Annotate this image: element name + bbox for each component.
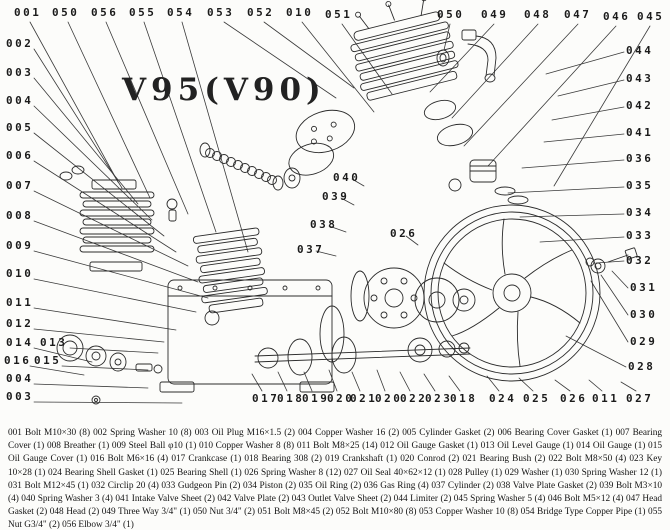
callout-050: 050 <box>437 8 465 21</box>
callout-054: 054 <box>167 6 195 19</box>
callout-043: 043 <box>626 72 654 85</box>
callout-006: 006 <box>6 149 34 162</box>
callout-013: 013 <box>40 336 68 349</box>
callout-026: 026 <box>560 392 588 405</box>
callout-052: 052 <box>247 6 275 19</box>
callout-008: 008 <box>6 209 34 222</box>
callout-039: 039 <box>322 190 350 203</box>
callout-028: 028 <box>628 360 656 373</box>
callout-020: 020 <box>327 392 355 405</box>
callout-001: 001 <box>14 6 42 19</box>
callout-023: 023 <box>425 392 453 405</box>
callout-011: 011 <box>592 392 620 405</box>
callout-026: 026 <box>390 227 418 240</box>
callout-030: 030 <box>630 308 658 321</box>
bearing-cover-group <box>351 268 475 328</box>
callout-034: 034 <box>626 206 654 219</box>
callout-009: 009 <box>6 239 34 252</box>
parts-list: 001 Bolt M10×30 (8) 002 Spring Washer 10 (8) 003 Oil Plug M16×1.5 (2) 004 Copper Washer 16 (2) 005 Cylinder Gasket (2) 006 Bearing Cover Gasket (1) 007 Bearing Cover (1) 008 Breather (1) 009 Steel Ball φ10 (1) 010 Copper Washer 8 (8) 011 Bolt M8×25 (14) 012 Oil Gauge Gasket (1) 013 Oil Level Gauge (1) 014 Oil Gauge (1) 015 Oil Gauge Cover (1) 016 Bolt M6×16 (4) 017 Crankcase (1) 018 Bearing 308 (2) 019 Crankshaft (1) 020 Conrod (2) 021 Bearing Bush (2) 022 Bolt M8×50 (4) 023 Key 10×28 (1) 024 Bearing Shell Gasket (1) 025 Bearing Shell (1) 026 Spring Washer 8 (12) 027 Oil Seal 40×62×12 (1) 028 Pulley (1) 029 Washer (1) 030 Spring Washer 12 (1) 031 Bolt M12×45 (1) 032 Circlip 20 (4) 033 Gudgeon Pin (2) 034 Piston (2) 035 Oil Ring (2) 036 Gas Ring (4) 037 Cylinder (2) 038 Valve Plate Gasket (2) 039 Bolt M3×10 (4) 040 Spring Washer 3 (4) 041 Intake Valve Sheet (2) 042 Valve Plate (2) 043 Outlet Valve Sheet (2) 044 Limiter (2) 045 Spring Washer 5 (4) 046 Bolt M5×12 (4) 047 Head Gasket (2) 048 Head (2) 049 Three Way 3/4" (1) 050 Nut 3/4" (2) 051 Bolt M8×45 (2) 052 Bolt M10×80 (8) 053 Copper Washer 10 (8) 054 Bridge Type Copper Pipe (1) 055 Nut G3/4" (2) 056 Elbow 3/4" (1) <box>8 428 662 530</box>
callout-011: 011 <box>6 296 34 309</box>
callout-020: 020 <box>375 392 403 405</box>
callout-018: 018 <box>450 392 478 405</box>
callout-003: 003 <box>6 390 34 403</box>
model-title: V95(V90) <box>122 72 326 108</box>
callout-035: 035 <box>626 179 654 192</box>
callout-037: 037 <box>297 243 325 256</box>
callout-002: 002 <box>6 37 34 50</box>
callout-038: 038 <box>310 218 338 231</box>
copper-washers <box>60 166 84 180</box>
callout-040: 040 <box>333 171 361 184</box>
callout-003: 003 <box>6 66 34 79</box>
center-cylinder <box>193 228 269 314</box>
oil-gauge-parts <box>57 335 162 404</box>
callout-041: 041 <box>626 126 654 139</box>
callout-022: 022 <box>400 392 428 405</box>
callout-004: 004 <box>6 372 34 385</box>
callout-056: 056 <box>91 6 119 19</box>
callout-024: 024 <box>489 392 517 405</box>
callout-033: 033 <box>626 229 654 242</box>
callout-021: 021 <box>350 392 378 405</box>
callout-046: 046 <box>603 10 631 23</box>
pipe-fittings <box>422 30 496 149</box>
valve-plate <box>276 103 365 180</box>
callout-010: 010 <box>286 6 314 19</box>
callout-014: 014 <box>6 336 34 349</box>
callout-049: 049 <box>481 8 509 21</box>
callout-007: 007 <box>6 179 34 192</box>
callout-031: 031 <box>630 281 658 294</box>
callout-044: 044 <box>626 44 654 57</box>
callout-025: 025 <box>523 392 551 405</box>
callout-019: 019 <box>302 392 330 405</box>
crankcase <box>160 280 344 392</box>
callout-042: 042 <box>626 99 654 112</box>
callout-045: 045 <box>637 10 665 23</box>
callout-047: 047 <box>564 8 592 21</box>
callout-017: 017 <box>252 392 280 405</box>
callout-005: 005 <box>6 121 34 134</box>
callout-053: 053 <box>207 6 235 19</box>
bridge-copper-pipe <box>200 143 300 190</box>
piston <box>449 160 528 204</box>
callout-015: 015 <box>34 354 62 367</box>
callout-051: 051 <box>325 8 353 21</box>
callout-029: 029 <box>630 335 658 348</box>
callout-016: 016 <box>4 354 32 367</box>
callout-050: 050 <box>52 6 80 19</box>
callout-004: 004 <box>6 94 34 107</box>
callout-012: 012 <box>6 317 34 330</box>
callout-010: 010 <box>6 267 34 280</box>
breather <box>167 199 177 221</box>
callout-032: 032 <box>626 254 654 267</box>
callout-048: 048 <box>524 8 552 21</box>
callout-027: 027 <box>626 392 654 405</box>
callout-018: 018 <box>277 392 305 405</box>
callout-036: 036 <box>626 152 654 165</box>
left-cylinder <box>80 180 154 271</box>
crankshaft <box>255 337 470 375</box>
callout-055: 055 <box>129 6 157 19</box>
